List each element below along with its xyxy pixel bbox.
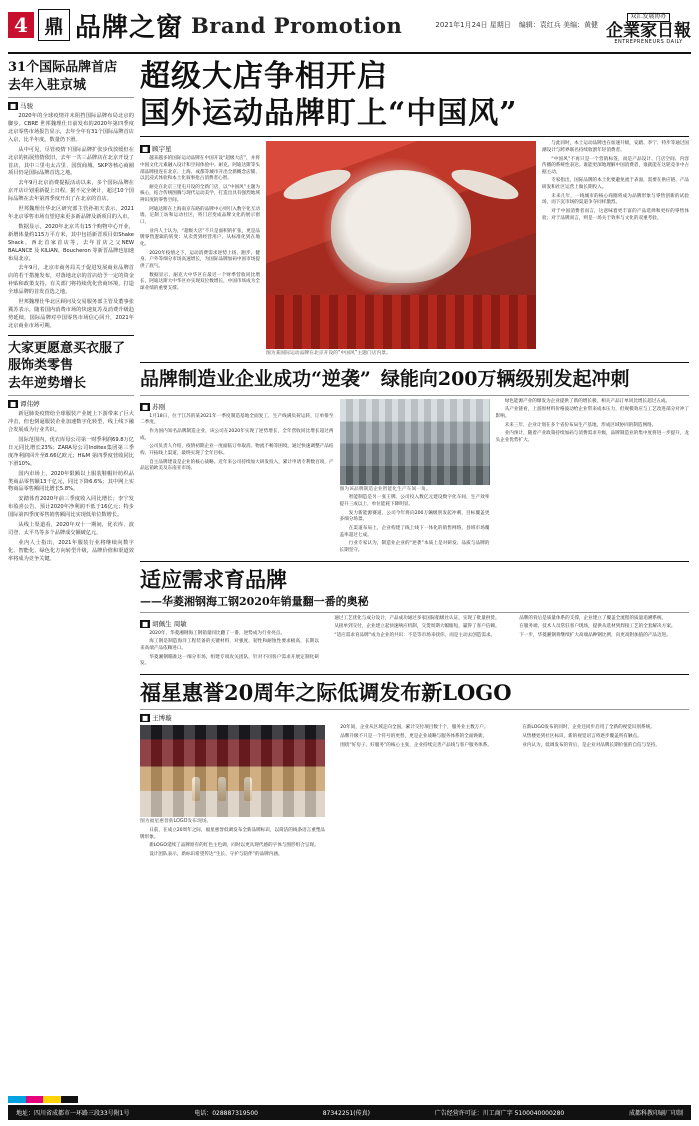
section4-body — [140, 725, 689, 860]
paragraph: 日前，在成立20周年之际，福星惠誉低调发布全新品牌标识，以简洁的线条语言重塑品牌形象。 — [140, 828, 326, 840]
divider — [8, 395, 134, 396]
byline-tag: ■ — [142, 714, 149, 723]
paragraph: 业内认为，低调发布的背后，是企业对品牌长期价值的自信与坚持。 — [522, 742, 661, 748]
paragraph: 20年间，企业从区域走向全国，累计交付项目数十个，服务业主数万户。 — [340, 725, 489, 731]
divider — [140, 674, 689, 675]
byline-name: 苏刚 — [152, 402, 166, 411]
section4-col1-text — [140, 828, 325, 859]
byline-tag: ■ — [10, 400, 17, 409]
paragraph: 对于中国消费者而言，这意味着更丰富的产品选择和更好的零售体验；对于品牌而言，则是一场关于效率与文化的双重考验。 — [542, 209, 689, 221]
lead-photo-caption: 图为某国际运动品牌在北京开设的“中国风”主题门店内景。 — [266, 351, 391, 357]
divider — [140, 709, 689, 710]
paper-name-en: ENTREPRENEURS DAILY — [614, 39, 683, 46]
paper-name-cn: 企業家日報 — [606, 20, 691, 41]
paragraph: 业内人士指出，2021年服装行业将继续向数字化、智能化、绿色化方向转型升级，品牌价值和渠道效率将成为竞争关键。 — [8, 539, 134, 562]
section3-col3-text — [510, 616, 689, 640]
paragraph: 国际范围内，优衣库母公司第一财季利润69.8万亿日元同比增长23%；ZARA母公司Inditex集团第三季度净利润回升至8.66亿欧元；H&M 第四季度营收同比下滑10%。 — [8, 437, 134, 467]
section3-byline — [140, 619, 319, 628]
color-registration-bar — [8, 1096, 78, 1103]
section3-col1 — [140, 616, 319, 670]
left-column — [8, 59, 134, 861]
paragraph: 专家指出，国际品牌的本土化要避免流于表面，需要在供应链、产品研发和社区运营上做长期投入。 — [542, 178, 690, 191]
section3-col2 — [325, 616, 504, 670]
masthead-editor: 编辑：袁红兵 美编：黄健 — [518, 20, 598, 29]
divider — [8, 97, 134, 98]
color-swatch-yellow — [43, 1096, 61, 1103]
section3-col1-text — [140, 631, 319, 668]
divider — [140, 362, 689, 363]
section2-byline — [140, 402, 334, 411]
bull-head-icon — [331, 170, 471, 282]
paragraph: 去年9月，北京市商务局关于促进发展商业品牌首店的若干措施发布，对落地北京的首店给予一定的资金补贴和政策支持。有关部门将持续优化营商环境，打造全球品牌的首发首选之地。 — [8, 265, 134, 296]
paragraph: 设计团队表示，新标识希望传达“生长、守护与陪伴”的品牌内涵。 — [149, 852, 283, 858]
page-number-badge: 4 — [8, 12, 34, 38]
paragraph: 与此同时，本土运动品牌也在加速升级，安踏、李宁、特步等通过国潮设计与跨界联名持续收割年轻消费者。 — [542, 141, 690, 153]
paper-sponsor: 双汇发展协办 — [627, 13, 669, 22]
paragraph: 未来三年，企业计划在多个省份布局生产基地，形成区域协同的制造网络。 — [504, 422, 657, 428]
left-story1-byline — [8, 101, 134, 110]
section3-subhead: ——华菱湘钢海工钢2020年销量翻一番的奥秘 — [140, 594, 369, 608]
paragraph: 自主品牌建设是企业的核心战略。近年来公司持续加大研发投入，累计申请专利数百项，产品远销欧美及东南亚市场。 — [140, 459, 334, 472]
left-story2-byline — [8, 399, 134, 408]
color-swatch-magenta — [26, 1096, 44, 1103]
main-column — [140, 59, 689, 861]
paragraph: 华菱湘钢瞄准这一细分市场，组建专项攻关团队，针对不同客户需求开展定制化研发。 — [140, 654, 319, 667]
footer-phone: 电话：028887319500 — [194, 1110, 258, 1117]
section2-headline-right: 绿能向200万辆级别发起冲刺 — [380, 367, 630, 390]
paragraph: 智能制造是另一张王牌。公司投入数亿元建设数字化车间，生产效率提升三成以上，单位能耗下降明显。 — [339, 495, 490, 507]
section3-col3 — [510, 616, 689, 670]
section4-photo-caption: 图为福星惠誉新LOGO发布现场。 — [140, 819, 212, 825]
masthead-date: 2021年1月24日 星期日 — [435, 20, 511, 29]
masthead-title-cn: 品牌之窗 — [75, 12, 184, 43]
lead-left-text — [140, 156, 260, 292]
paragraph: 品牌升级不只是一个符号的更替，更是企业战略与服务体系的全面焕新。 — [340, 734, 488, 740]
byline-name: 顾宇星 — [152, 145, 172, 154]
paragraph: 在新LOGO发布的同时，企业还同步启用了全新的视觉识别系统。 — [522, 725, 655, 731]
paragraph: 围绕“好房子、好服务”的核心主张，企业持续完善产品线与客户服务体系。 — [340, 742, 492, 748]
section2-photo — [340, 399, 490, 485]
left-story2-body — [8, 411, 134, 563]
divider — [140, 395, 689, 396]
section2-col2-text — [340, 495, 490, 554]
section2-photo-wrap — [340, 399, 490, 557]
byline-tag: ■ — [142, 619, 149, 628]
byline-tag: ■ — [142, 145, 149, 154]
paragraph: 从产业链看，上游原材料价格波动给企业带来成本压力，但规模效应与工艺改进部分对冲了影响。 — [495, 407, 689, 419]
product-bottle-icon — [244, 777, 252, 801]
paragraph: 国内市场上，2020年限额以上服装鞋帽针纺织品类商品零售额13千亿元，同比下降6.6%；其中网上实物商品零售额同比增长5.8%。 — [8, 470, 134, 493]
footer-license: 广告经营许可证：川工商广字 5100040000280 — [434, 1110, 565, 1117]
page-body — [8, 59, 691, 861]
paragraph: 从中可见，尽管疫情下国际品牌扩张步伐放缓但在北京的拓展热情依旧，去年一共三品牌店在北京开设了首店，其中三里屯太古里、国贸商城、SKP等核心商圈项目仍是国际品牌首选之地。 — [8, 146, 134, 177]
paragraph: 从接单到交付，企业建立起快速响应机制，交货周期大幅缩短，赢得了客户信赖。 — [334, 624, 500, 630]
paragraph: 通过工艺优化与成分设计，产品成功通过多家国际船级社认证，实现了批量供货。 — [334, 615, 500, 621]
footer-print: 成都科教印刷厂印制 — [628, 1110, 683, 1117]
paragraph: 耐克在北京三里屯开设的全新门店，以“中国风”主题为核心，结合传统图腾与现代运动美学，打造出具有强烈地域辨识度的零售空间。 — [140, 184, 260, 204]
left-story2-headline-1: 大家更愿意买衣服了 — [8, 340, 126, 356]
color-swatch-cyan — [8, 1096, 26, 1103]
byline-name: 谭伟婷 — [20, 400, 40, 409]
section2-photo-caption: 图为该品牌制造企业智能化生产车间一角。 — [339, 486, 431, 492]
paragraph: 从线上渠道看，2020年双十一期间，优衣库、波司登、太平鸟等多个品牌成交额破亿元。 — [8, 522, 134, 536]
paragraph: 2020年疫情之下，运动消费需求逆势上扬，跑步、健身、户外等细分市场高速增长，为国际品牌加码中国市场提供了底气。 — [140, 250, 260, 270]
section2-col3-text — [496, 399, 690, 445]
section2-headline-left: 品牌制造业企业成功“逆袭” — [140, 367, 371, 390]
left-story1-headline-1: 31个国际品牌首店 — [8, 60, 118, 75]
section2-col1 — [140, 399, 334, 557]
divider — [8, 335, 134, 336]
paragraph: 2020年，华菱湘钢海工钢销量同比翻了一番，逆势成为行业亮点。 — [149, 630, 285, 636]
section2-body — [140, 399, 689, 557]
section3-col2-text — [325, 616, 504, 640]
masthead — [8, 0, 691, 54]
paper-nameplate — [606, 4, 691, 46]
section4-col3 — [513, 725, 689, 860]
paragraph: 从售楼处到社区标识，新的视觉语言将逐步覆盖所有触点。 — [522, 734, 642, 740]
paragraph: “中国风”不再只是一个营销标签，而是产品设计、门店空间、内容传播的系统性表达。谁能更深地理解中国消费者，谁就能在这轮竞争中占据主动。 — [542, 156, 690, 175]
paragraph: 在服务端，技术人员常驻客户现场，提供从选材到焊接工艺的全套解决方案。 — [519, 624, 676, 630]
paragraph: 新冠肺炎疫情给全球服装产业链上下游带来了巨大冲击，但也倒逼服装企业加速数字化转型，线上线下融合发展成为行业共识。 — [8, 411, 134, 434]
lead-body — [140, 141, 689, 358]
divider — [140, 612, 689, 613]
paragraph: 数据显示，2020年北京共有15个购物中心开业，新增体量约115万平方米，其中包括新晋项目如Shake Shack、西北首家首店等，去年首店之父NEW BALANCE 及 KILIAN、Boucheron 等新晋品牌也加速布局北京。 — [8, 223, 134, 262]
left-story1-body — [8, 113, 134, 331]
lead-col-right — [542, 141, 689, 358]
lead-headline-line2: 国外运动品牌盯上“中国风” — [140, 95, 518, 131]
section4-photo-wrap — [140, 725, 325, 860]
paragraph: 数据显示，耐克大中华区在最近一个财季营收同比增长，阿迪达斯大中华区亦实现双位数增长，中国市场成为全球业绩的重要支撑。 — [140, 272, 260, 291]
paragraph: 业内预计，随着产业政策持续加码与消费需求升级，品牌制造业的集中度将进一步提升，龙头企业优势扩大。 — [495, 431, 689, 443]
byline-name: 胡佩生 周敏 — [152, 619, 187, 628]
paragraph: 去年9月北京消费提振活动以来，多个国际品牌在京开店计划重新提上日程，据不完全统计，超过10个国际品牌在去年第四季度开出了在北京的首店。 — [8, 180, 134, 203]
page-footer — [8, 1096, 691, 1120]
byline-name: 马骏 — [20, 102, 34, 111]
paragraph: 世邦魏理仕华北区顾问及交易服务部主管及董事张冀苏表示，随着国内消费市场的快速复苏及消费升级趋势延续，国际品牌对中国零售市场信心回升，2021年北京商业市场可期。 — [8, 299, 134, 329]
section4-photo — [140, 725, 325, 817]
section4-col3-text — [513, 725, 689, 749]
store-shelf-band — [266, 295, 536, 349]
masthead-title-en: Brand Promotion — [191, 12, 403, 38]
paragraph: 2020年的全球疫情并未阻挡国际品牌布局北京的脚步。CBRE 世邦魏理仕日前发布的2020年第四季度北京零售市场报告显示，去年全年有31个国际品牌首店入京，比半年度。数量仍下滑。 — [8, 113, 134, 143]
lead-photo — [266, 141, 536, 349]
section4-byline — [140, 713, 689, 722]
paragraph: 越来越多的国际运动品牌在中国开设“超级大店”，并将中国文化元素融入设计和空间体验中。耐克、阿迪达斯等头部品牌接连在北京、上海、成都等城市开出全新概念店铺，以沉浸式体验和本土化叙事抢占消费者心智。 — [140, 156, 260, 182]
lead-byline — [140, 144, 260, 153]
footer-address: 地址：四川省成都市一环路三段33号附1号 — [16, 1110, 130, 1117]
paragraph: 下一步，华菱湘钢将继续扩大高端品种钢比例，向更高附加值的产品迈进。 — [519, 633, 671, 639]
paragraph: 海工钢是制造海洋工程装备的关键材料，对强度、韧性和耐蚀性要求极高，长期以来高端产品依赖进口。 — [140, 639, 319, 652]
lead-photo-wrap — [266, 141, 536, 358]
paragraph: 新LOGO延续了品牌原有的红色主色调，同时以更具现代感的字体与图形组合呈现。 — [149, 843, 319, 849]
byline-tag: ■ — [142, 402, 149, 411]
paragraph: 世邦魏理仕华北区研究部主管孙祖天表示，2021年北京零售市场有望迎来更多新品牌及新项目的入市。 — [8, 206, 134, 220]
paragraph: 在渠道布局上，企业构建了线上线下一体化的销售网络，县域市场覆盖率超过七成。 — [339, 525, 490, 538]
paragraph: 业内人士认为，“超级大店”不只是面积的扩张，更是品牌零售逻辑的转变：从卖货到经营用户、从标准化到在地化。 — [140, 228, 260, 248]
footer-bar — [8, 1105, 691, 1120]
paragraph: 1月18日，位于江苏的某2021年一季度制造基地全面复工，生产线满负荷运转，订单排至二季度。 — [140, 413, 334, 426]
left-story2-headline-3: 去年逆势增长 — [8, 375, 87, 391]
lead-headline-line1: 超级大店争相开启 — [140, 59, 388, 94]
section4-col2-text — [331, 725, 507, 749]
byline-name: 王博璇 — [152, 714, 172, 723]
paragraph: 品牌的背后是质量体系的支撑，企业建立了覆盖全流程的质量追溯系统。 — [519, 615, 667, 621]
divider — [140, 136, 689, 137]
paragraph: 作为国内知名品牌制造企业，该公司在2020年实现了逆势增长，全年营收同比增长超过两成。 — [140, 428, 334, 441]
paragraph: 阿迪达斯在上海南京东路的品牌中心则引入数字化互动墙、定制工坊和运动社区，将门店变成品牌文化的展示窗口。 — [140, 206, 260, 226]
left-story2-headline-2: 服饰类零售 — [8, 358, 74, 374]
section2-headline-row — [140, 367, 689, 392]
section4-col2 — [331, 725, 507, 860]
section3-headline: 适应需求育品牌 — [140, 566, 287, 592]
paragraph: 公司负责人介绍，疫情初期企业一度面临订单取消、物流不畅等困境，通过快速调整产品结构、开拓线上渠道，最终实现了全年目标。 — [140, 444, 334, 456]
brand-logo-icon: 鼎 — [38, 9, 70, 41]
paragraph: 绿色能源产业的爆发为企业提供了新的增长极，相关产品订单同比增长超过五成。 — [504, 398, 671, 404]
section2-col3 — [496, 399, 690, 557]
paragraph: “适应需求育品牌”成为企业的共识：不是等市场来找你，而是主动去创造需求。 — [334, 633, 496, 639]
masthead-right — [435, 4, 691, 46]
section4-headline: 福星惠誉20周年之际低调发布新LOGO — [140, 680, 512, 706]
color-swatch-black — [61, 1096, 79, 1103]
footer-fax: 87342251(传真) — [322, 1110, 370, 1117]
byline-tag: ■ — [10, 102, 17, 111]
section2-col1-text — [140, 414, 334, 473]
section3-body — [140, 616, 689, 670]
paragraph: 行业专家认为，制造业企业的“逆袭”本质上是对研发、品质与品牌的长期坚守。 — [339, 541, 490, 553]
paragraph: 安踏体育2020年前三季度收入同比增长；李宁发布盈喜公告，预计2020年净利润不低于16亿元；特步国际第四季度零售销售额同比实现低单位数增长。 — [8, 496, 134, 519]
divider — [140, 561, 689, 562]
product-bottle-icon — [218, 777, 226, 801]
product-bottle-icon — [192, 777, 200, 801]
paragraph: 发力新能源赛道，公司今年将向200万辆级别发起冲刺，目标覆盖更多细分场景。 — [339, 510, 490, 523]
left-story1-headline-2: 去年入驻京城 — [8, 77, 87, 93]
lead-col-left — [140, 141, 260, 358]
paragraph: 未来几年，一线城市的核心商圈将成为品牌形象与零售创新的试验场，而下沉市场的渠道争夺同样激烈。 — [542, 193, 689, 206]
lead-right-text — [542, 141, 689, 222]
